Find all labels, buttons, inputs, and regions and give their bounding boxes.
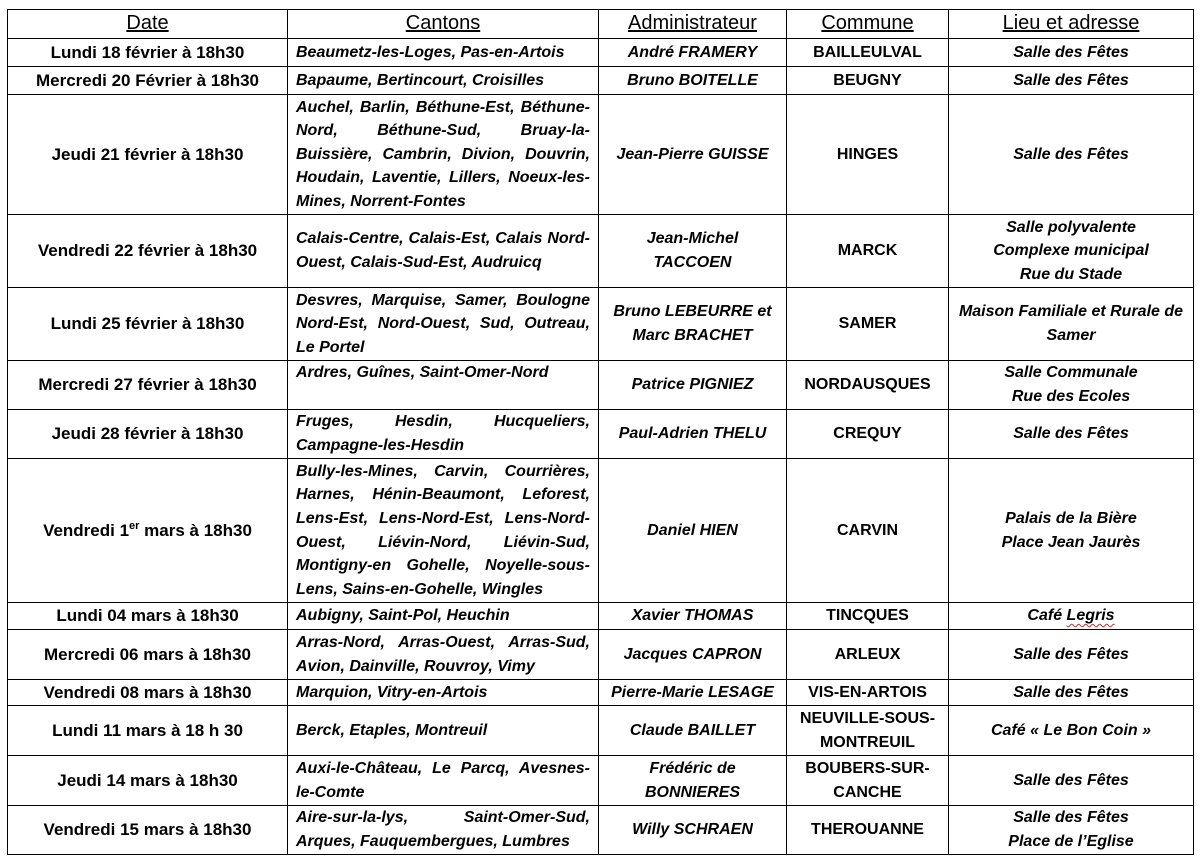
header-cantons: Cantons bbox=[288, 10, 599, 39]
lieu-cell bbox=[949, 756, 1194, 806]
commune-cell: CARVIN bbox=[787, 459, 949, 603]
commune-cell: HINGES bbox=[787, 95, 949, 215]
header-lieu: Lieu et adresse bbox=[949, 10, 1194, 39]
lieu-line: Salle des Fêtes bbox=[1013, 43, 1129, 61]
lieu-line: Salle des Fêtes bbox=[1013, 145, 1129, 163]
lieu-cell bbox=[949, 215, 1194, 288]
cantons-cell: Auxi-le-Château, Le Parcq, Avesnes-le-Comte bbox=[288, 756, 599, 806]
lieu-cell bbox=[949, 680, 1194, 706]
table-row bbox=[8, 67, 1194, 95]
lieu-cell bbox=[949, 410, 1194, 459]
administrateur-cell: Pierre-Marie LESAGE bbox=[599, 680, 787, 706]
date-cell: Jeudi 28 février à 18h30 bbox=[8, 410, 288, 459]
cantons-cell: Calais-Centre, Calais-Est, Calais Nord-Ouest, Calais-Sud-Est, Audruicq bbox=[288, 215, 599, 288]
lieu-line: Place Jean Jaurès bbox=[1001, 533, 1141, 551]
commune-cell: NORDAUSQUES bbox=[787, 361, 949, 410]
commune-cell: VIS-EN-ARTOIS bbox=[787, 680, 949, 706]
date-cell: Lundi 11 mars à 18 h 30 bbox=[8, 706, 288, 756]
commune-cell: BOUBERS-SUR-CANCHE bbox=[787, 756, 949, 806]
lieu-cell bbox=[949, 706, 1194, 756]
lieu-line: Rue du Stade bbox=[1019, 265, 1123, 283]
commune-cell: SAMER bbox=[787, 288, 949, 361]
date-cell: Lundi 04 mars à 18h30 bbox=[8, 603, 288, 630]
meetings-table bbox=[7, 9, 1194, 855]
commune-cell: NEUVILLE-SOUS-MONTREUIL bbox=[787, 706, 949, 756]
lieu-line: Salle des Fêtes bbox=[1013, 425, 1129, 443]
lieu-line: Place de l’Eglise bbox=[1008, 833, 1134, 850]
administrateur-cell: André FRAMERY bbox=[599, 39, 787, 67]
cantons-cell: Bully-les-Mines, Carvin, Courrières, Harnes, Hénin-Beaumont, Leforest, Lens-Est, Lens-Nord-Est, Lens-Nord-Ouest, Liévin-Nord, Liévin-Sud, Montigny-en Gohelle, Noyelle-sous-Lens, Sains-en-Gohelle, Wingles bbox=[288, 459, 599, 603]
header-commune: Commune bbox=[787, 10, 949, 39]
table-row bbox=[8, 215, 1194, 288]
date-suffix: mars à 18h30 bbox=[139, 520, 252, 540]
table-row bbox=[8, 706, 1194, 756]
cantons-cell: Berck, Etaples, Montreuil bbox=[288, 706, 599, 756]
commune-cell: MARCK bbox=[787, 215, 949, 288]
date-prefix: Vendredi 1 bbox=[43, 520, 130, 540]
administrateur-cell: Willy SCHRAEN bbox=[599, 806, 787, 855]
table-header-row bbox=[8, 10, 1194, 39]
commune-cell: BAILLEULVAL bbox=[787, 39, 949, 67]
lieu-cell bbox=[949, 361, 1194, 410]
cantons-cell: Bapaume, Bertincourt, Croisilles bbox=[288, 67, 599, 95]
administrateur-cell: Daniel HIEN bbox=[599, 459, 787, 603]
administrateur-cell: Jacques CAPRON bbox=[599, 630, 787, 680]
table-row bbox=[8, 361, 1194, 410]
administrateur-cell: Xavier THOMAS bbox=[599, 603, 787, 630]
date-cell: Mercredi 20 Février à 18h30 bbox=[8, 67, 288, 95]
administrateur-cell: Frédéric de BONNIERES bbox=[599, 756, 787, 806]
date-cell: Mercredi 27 février à 18h30 bbox=[8, 361, 288, 410]
date-cell bbox=[8, 459, 288, 603]
lieu-line: Salle des Fêtes bbox=[1013, 809, 1129, 827]
administrateur-cell: Jean-Michel TACCOEN bbox=[599, 215, 787, 288]
header-date: Date bbox=[8, 10, 288, 39]
lieu-cell bbox=[949, 603, 1194, 630]
table-row bbox=[8, 680, 1194, 706]
lieu-line: Café « Le Bon Coin » bbox=[990, 721, 1152, 739]
cantons-cell: Beaumetz-les-Loges, Pas-en-Artois bbox=[288, 39, 599, 67]
commune-cell: ARLEUX bbox=[787, 630, 949, 680]
table-row bbox=[8, 630, 1194, 680]
cantons-cell: Aire-sur-la-lys, Saint-Omer-Sud, Arques, Fauquembergues, Lumbres bbox=[288, 806, 599, 855]
administrateur-cell: Paul-Adrien THELU bbox=[599, 410, 787, 459]
lieu-line: Salle Communale bbox=[1004, 364, 1138, 382]
lieu-prefix: Café bbox=[1027, 607, 1067, 625]
cantons-cell: Arras-Nord, Arras-Ouest, Arras-Sud, Avion, Dainville, Rouvroy, Vimy bbox=[288, 630, 599, 680]
administrateur-cell: Bruno BOITELLE bbox=[599, 67, 787, 95]
lieu-line: Palais de la Bière bbox=[1005, 509, 1137, 527]
cantons-cell: Ardres, Guînes, Saint-Omer-Nord bbox=[288, 361, 599, 410]
administrateur-cell: Bruno LEBEURRE et Marc BRACHET bbox=[599, 288, 787, 361]
table-row bbox=[8, 39, 1194, 67]
administrateur-cell: Patrice PIGNIEZ bbox=[599, 361, 787, 410]
lieu-line: Salle des Fêtes bbox=[1013, 71, 1129, 89]
date-cell: Vendredi 22 février à 18h30 bbox=[8, 215, 288, 288]
cantons-cell: Desvres, Marquise, Samer, Boulogne Nord-Est, Nord-Ouest, Sud, Outreau, Le Portel bbox=[288, 288, 599, 361]
table-row bbox=[8, 288, 1194, 361]
table-row bbox=[8, 603, 1194, 630]
administrateur-cell: Jean-Pierre GUISSE bbox=[599, 95, 787, 215]
date-cell: Jeudi 14 mars à 18h30 bbox=[8, 756, 288, 806]
lieu-line: Salle des Fêtes bbox=[1013, 683, 1129, 701]
lieu-line: Salle polyvalente bbox=[1006, 218, 1136, 236]
date-cell: Vendredi 08 mars à 18h30 bbox=[8, 680, 288, 706]
header-administrateur: Administrateur bbox=[599, 10, 787, 39]
lieu-cell bbox=[949, 39, 1194, 67]
cantons-cell: Fruges, Hesdin, Hucqueliers, Campagne-les-Hesdin bbox=[288, 410, 599, 459]
lieu-line: Salle des Fêtes bbox=[1013, 645, 1129, 663]
lieu-cell bbox=[949, 806, 1194, 855]
commune-cell: CREQUY bbox=[787, 410, 949, 459]
lieu-cell: Maison Familiale et Rurale de Samer bbox=[949, 288, 1194, 361]
lieu-line: Salle des Fêtes bbox=[1013, 771, 1129, 789]
cantons-cell: Marquion, Vitry-en-Artois bbox=[288, 680, 599, 706]
date-cell: Jeudi 21 février à 18h30 bbox=[8, 95, 288, 215]
table-row bbox=[8, 410, 1194, 459]
administrateur-cell: Claude BAILLET bbox=[599, 706, 787, 756]
table-row bbox=[8, 459, 1194, 603]
commune-cell: THEROUANNE bbox=[787, 806, 949, 855]
commune-cell: BEUGNY bbox=[787, 67, 949, 95]
date-cell: Mercredi 06 mars à 18h30 bbox=[8, 630, 288, 680]
date-ordinal: er bbox=[129, 519, 140, 532]
lieu-line: Complexe municipal bbox=[993, 242, 1149, 260]
lieu-cell bbox=[949, 67, 1194, 95]
lieu-cell bbox=[949, 95, 1194, 215]
table-row bbox=[8, 756, 1194, 806]
table-row bbox=[8, 95, 1194, 215]
lieu-line: Rue des Ecoles bbox=[1011, 388, 1131, 405]
cantons-cell: Aubigny, Saint-Pol, Heuchin bbox=[288, 603, 599, 630]
date-cell: Lundi 18 février à 18h30 bbox=[8, 39, 288, 67]
spellcheck-word: Legris bbox=[1066, 607, 1115, 625]
lieu-cell bbox=[949, 630, 1194, 680]
commune-cell: TINCQUES bbox=[787, 603, 949, 630]
date-cell: Lundi 25 février à 18h30 bbox=[8, 288, 288, 361]
table-row bbox=[8, 806, 1194, 855]
cantons-cell: Auchel, Barlin, Béthune-Est, Béthune-Nord, Béthune-Sud, Bruay-la-Buissière, Cambrin, Divion, Douvrin, Houdain, Laventie, Lillers, Noeux-les-Mines, Norrent-Fontes bbox=[288, 95, 599, 215]
lieu-cell bbox=[949, 459, 1194, 603]
date-cell: Vendredi 15 mars à 18h30 bbox=[8, 806, 288, 855]
